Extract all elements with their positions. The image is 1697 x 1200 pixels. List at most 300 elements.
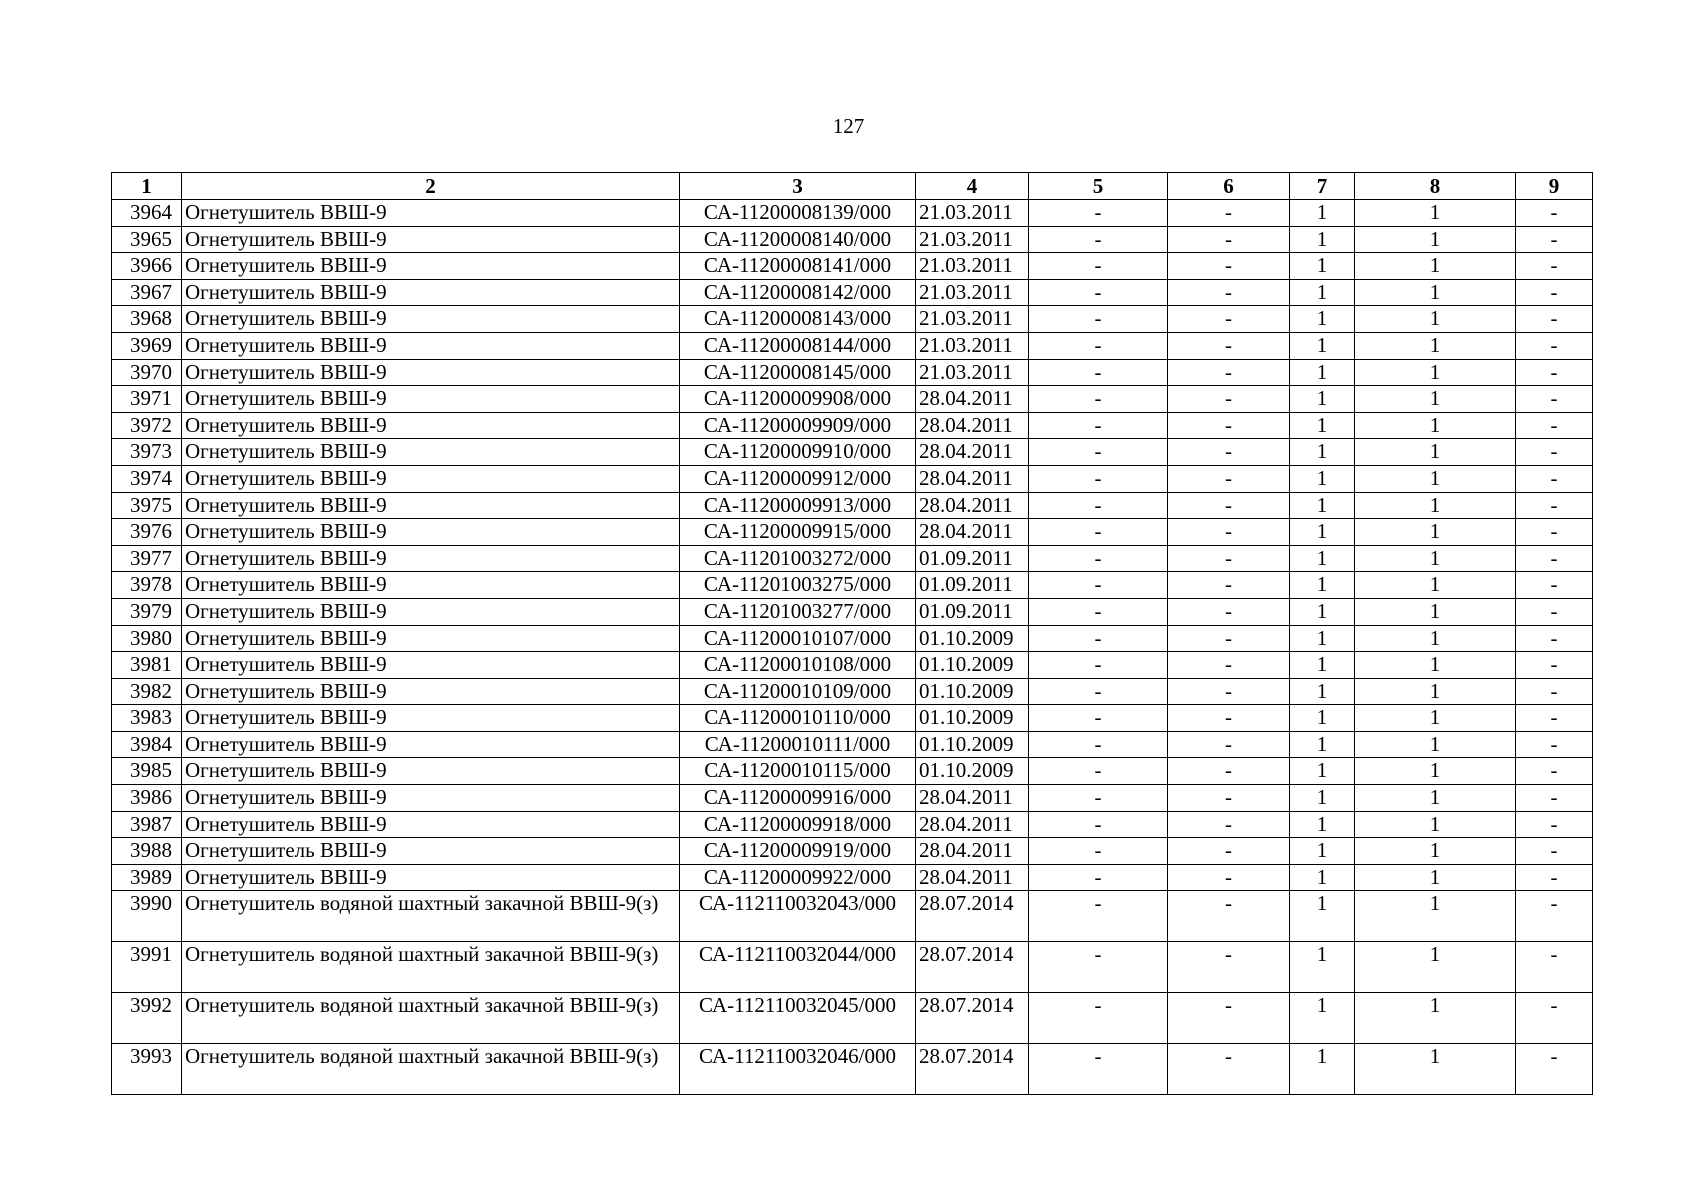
item-name-cell: Огнетушитель ВВШ-9	[182, 705, 680, 732]
col-5-value-cell: -	[1029, 279, 1168, 306]
item-name-cell: Огнетушитель ВВШ-9	[182, 279, 680, 306]
item-name-cell: Огнетушитель ВВШ-9	[182, 838, 680, 865]
col-7-value-cell: 1	[1290, 386, 1355, 413]
date-cell: 28.04.2011	[916, 519, 1029, 546]
col-5-value-cell: -	[1029, 993, 1168, 1044]
col-6-value-cell: -	[1168, 758, 1290, 785]
col-7-value-cell: 1	[1290, 226, 1355, 253]
column-header-5: 5	[1029, 173, 1168, 200]
inventory-code-cell: СА-11200010111/000	[680, 731, 916, 758]
col-9-value-cell: -	[1516, 838, 1593, 865]
inventory-code-cell: СА-11200008139/000	[680, 200, 916, 227]
row-number-cell: 3992	[112, 993, 182, 1044]
row-number-cell: 3980	[112, 625, 182, 652]
item-name-cell: Огнетушитель ВВШ-9	[182, 465, 680, 492]
col-6-value-cell: -	[1168, 386, 1290, 413]
row-number-cell: 3975	[112, 492, 182, 519]
col-7-value-cell: 1	[1290, 519, 1355, 546]
item-name-cell: Огнетушитель ВВШ-9	[182, 253, 680, 280]
inventory-code-cell: СА-112110032044/000	[680, 942, 916, 993]
col-5-value-cell: -	[1029, 785, 1168, 812]
col-5-value-cell: -	[1029, 200, 1168, 227]
date-cell: 01.09.2011	[916, 598, 1029, 625]
date-cell: 28.04.2011	[916, 811, 1029, 838]
col-6-value-cell: -	[1168, 492, 1290, 519]
col-5-value-cell: -	[1029, 545, 1168, 572]
col-6-value-cell: -	[1168, 359, 1290, 386]
row-number-cell: 3964	[112, 200, 182, 227]
col-6-value-cell: -	[1168, 226, 1290, 253]
col-8-value-cell: 1	[1355, 678, 1516, 705]
row-number-cell: 3973	[112, 439, 182, 466]
table-row	[112, 519, 1593, 546]
col-9-value-cell: -	[1516, 811, 1593, 838]
col-7-value-cell: 1	[1290, 279, 1355, 306]
row-number-cell: 3977	[112, 545, 182, 572]
page-number: 127	[832, 114, 865, 138]
date-cell: 28.04.2011	[916, 492, 1029, 519]
col-9-value-cell: -	[1516, 572, 1593, 599]
col-8-value-cell: 1	[1355, 705, 1516, 732]
col-9-value-cell: -	[1516, 412, 1593, 439]
table-row	[112, 253, 1593, 280]
item-name-cell: Огнетушитель ВВШ-9	[182, 226, 680, 253]
col-5-value-cell: -	[1029, 678, 1168, 705]
col-8-value-cell: 1	[1355, 811, 1516, 838]
col-7-value-cell: 1	[1290, 412, 1355, 439]
row-number-cell: 3987	[112, 811, 182, 838]
row-number-cell: 3993	[112, 1044, 182, 1095]
col-8-value-cell: 1	[1355, 891, 1516, 942]
col-6-value-cell: -	[1168, 785, 1290, 812]
col-7-value-cell: 1	[1290, 993, 1355, 1044]
date-cell: 01.09.2011	[916, 572, 1029, 599]
col-7-value-cell: 1	[1290, 1044, 1355, 1095]
col-9-value-cell: -	[1516, 386, 1593, 413]
inventory-code-cell: СА-11200009908/000	[680, 386, 916, 413]
item-name-cell: Огнетушитель ВВШ-9	[182, 864, 680, 891]
inventory-table	[111, 172, 1593, 1095]
item-name-cell: Огнетушитель водяной шахтный закачной ВВШ-9(з)	[182, 993, 680, 1044]
row-number-cell: 3970	[112, 359, 182, 386]
col-6-value-cell: -	[1168, 545, 1290, 572]
item-name-cell: Огнетушитель ВВШ-9	[182, 785, 680, 812]
row-number-cell: 3965	[112, 226, 182, 253]
item-name-cell: Огнетушитель водяной шахтный закачной ВВШ-9(з)	[182, 891, 680, 942]
table-row	[112, 306, 1593, 333]
col-5-value-cell: -	[1029, 758, 1168, 785]
col-7-value-cell: 1	[1290, 598, 1355, 625]
col-9-value-cell: -	[1516, 705, 1593, 732]
item-name-cell: Огнетушитель ВВШ-9	[182, 519, 680, 546]
inventory-code-cell: СА-11200009916/000	[680, 785, 916, 812]
date-cell: 21.03.2011	[916, 200, 1029, 227]
col-7-value-cell: 1	[1290, 785, 1355, 812]
col-8-value-cell: 1	[1355, 942, 1516, 993]
table-row	[112, 785, 1593, 812]
col-6-value-cell: -	[1168, 439, 1290, 466]
col-9-value-cell: -	[1516, 864, 1593, 891]
date-cell: 28.04.2011	[916, 386, 1029, 413]
inventory-code-cell: СА-11201003275/000	[680, 572, 916, 599]
col-7-value-cell: 1	[1290, 652, 1355, 679]
date-cell: 21.03.2011	[916, 253, 1029, 280]
col-9-value-cell: -	[1516, 678, 1593, 705]
col-8-value-cell: 1	[1355, 1044, 1516, 1095]
inventory-code-cell: СА-11200010107/000	[680, 625, 916, 652]
col-5-value-cell: -	[1029, 598, 1168, 625]
col-6-value-cell: -	[1168, 731, 1290, 758]
column-header-1: 1	[112, 173, 182, 200]
col-9-value-cell: -	[1516, 1044, 1593, 1095]
row-number-cell: 3972	[112, 412, 182, 439]
row-number-cell: 3969	[112, 332, 182, 359]
col-9-value-cell: -	[1516, 625, 1593, 652]
row-number-cell: 3967	[112, 279, 182, 306]
table-row	[112, 279, 1593, 306]
col-9-value-cell: -	[1516, 439, 1593, 466]
col-7-value-cell: 1	[1290, 200, 1355, 227]
row-number-cell: 3974	[112, 465, 182, 492]
col-5-value-cell: -	[1029, 864, 1168, 891]
row-number-cell: 3981	[112, 652, 182, 679]
col-5-value-cell: -	[1029, 465, 1168, 492]
col-7-value-cell: 1	[1290, 678, 1355, 705]
date-cell: 01.10.2009	[916, 652, 1029, 679]
col-5-value-cell: -	[1029, 492, 1168, 519]
item-name-cell: Огнетушитель ВВШ-9	[182, 545, 680, 572]
column-header-2: 2	[182, 173, 680, 200]
col-5-value-cell: -	[1029, 253, 1168, 280]
table-row	[112, 598, 1593, 625]
date-cell: 28.04.2011	[916, 439, 1029, 466]
row-number-cell: 3990	[112, 891, 182, 942]
col-9-value-cell: -	[1516, 785, 1593, 812]
row-number-cell: 3989	[112, 864, 182, 891]
item-name-cell: Огнетушитель водяной шахтный закачной ВВШ-9(з)	[182, 1044, 680, 1095]
col-7-value-cell: 1	[1290, 811, 1355, 838]
col-6-value-cell: -	[1168, 1044, 1290, 1095]
inventory-code-cell: СА-11200009909/000	[680, 412, 916, 439]
table-row	[112, 891, 1593, 942]
col-7-value-cell: 1	[1290, 572, 1355, 599]
col-6-value-cell: -	[1168, 519, 1290, 546]
item-name-cell: Огнетушитель ВВШ-9	[182, 625, 680, 652]
col-8-value-cell: 1	[1355, 332, 1516, 359]
col-8-value-cell: 1	[1355, 838, 1516, 865]
col-6-value-cell: -	[1168, 705, 1290, 732]
table-row	[112, 1044, 1593, 1095]
col-9-value-cell: -	[1516, 226, 1593, 253]
col-9-value-cell: -	[1516, 519, 1593, 546]
date-cell: 01.09.2011	[916, 545, 1029, 572]
col-9-value-cell: -	[1516, 253, 1593, 280]
table-row	[112, 332, 1593, 359]
item-name-cell: Огнетушитель ВВШ-9	[182, 200, 680, 227]
col-8-value-cell: 1	[1355, 625, 1516, 652]
column-header-9: 9	[1516, 173, 1593, 200]
col-6-value-cell: -	[1168, 678, 1290, 705]
col-8-value-cell: 1	[1355, 731, 1516, 758]
date-cell: 01.10.2009	[916, 678, 1029, 705]
col-8-value-cell: 1	[1355, 652, 1516, 679]
item-name-cell: Огнетушитель ВВШ-9	[182, 306, 680, 333]
col-6-value-cell: -	[1168, 412, 1290, 439]
inventory-code-cell: СА-11200010115/000	[680, 758, 916, 785]
date-cell: 01.10.2009	[916, 731, 1029, 758]
col-6-value-cell: -	[1168, 811, 1290, 838]
col-5-value-cell: -	[1029, 386, 1168, 413]
inventory-code-cell: СА-11200010109/000	[680, 678, 916, 705]
row-number-cell: 3986	[112, 785, 182, 812]
col-9-value-cell: -	[1516, 279, 1593, 306]
item-name-cell: Огнетушитель ВВШ-9	[182, 386, 680, 413]
item-name-cell: Огнетушитель ВВШ-9	[182, 412, 680, 439]
item-name-cell: Огнетушитель ВВШ-9	[182, 811, 680, 838]
inventory-code-cell: СА-112110032046/000	[680, 1044, 916, 1095]
col-8-value-cell: 1	[1355, 412, 1516, 439]
col-8-value-cell: 1	[1355, 492, 1516, 519]
col-9-value-cell: -	[1516, 332, 1593, 359]
table-row	[112, 545, 1593, 572]
col-7-value-cell: 1	[1290, 891, 1355, 942]
col-6-value-cell: -	[1168, 200, 1290, 227]
table-body	[112, 200, 1593, 1095]
table-row	[112, 572, 1593, 599]
col-6-value-cell: -	[1168, 993, 1290, 1044]
inventory-code-cell: СА-11200009912/000	[680, 465, 916, 492]
col-8-value-cell: 1	[1355, 572, 1516, 599]
col-5-value-cell: -	[1029, 942, 1168, 993]
item-name-cell: Огнетушитель ВВШ-9	[182, 439, 680, 466]
table-row	[112, 942, 1593, 993]
table-row	[112, 652, 1593, 679]
col-5-value-cell: -	[1029, 731, 1168, 758]
item-name-cell: Огнетушитель ВВШ-9	[182, 598, 680, 625]
date-cell: 01.10.2009	[916, 705, 1029, 732]
col-5-value-cell: -	[1029, 332, 1168, 359]
col-7-value-cell: 1	[1290, 864, 1355, 891]
col-8-value-cell: 1	[1355, 439, 1516, 466]
col-9-value-cell: -	[1516, 359, 1593, 386]
date-cell: 28.04.2011	[916, 838, 1029, 865]
col-8-value-cell: 1	[1355, 359, 1516, 386]
column-header-6: 6	[1168, 173, 1290, 200]
col-8-value-cell: 1	[1355, 598, 1516, 625]
row-number-cell: 3968	[112, 306, 182, 333]
col-9-value-cell: -	[1516, 942, 1593, 993]
table-row	[112, 678, 1593, 705]
col-6-value-cell: -	[1168, 838, 1290, 865]
col-7-value-cell: 1	[1290, 758, 1355, 785]
col-9-value-cell: -	[1516, 492, 1593, 519]
inventory-code-cell: СА-11200008142/000	[680, 279, 916, 306]
col-7-value-cell: 1	[1290, 625, 1355, 652]
date-cell: 28.04.2011	[916, 412, 1029, 439]
inventory-code-cell: СА-11200009910/000	[680, 439, 916, 466]
table-row	[112, 811, 1593, 838]
col-9-value-cell: -	[1516, 652, 1593, 679]
col-6-value-cell: -	[1168, 652, 1290, 679]
row-number-cell: 3971	[112, 386, 182, 413]
date-cell: 01.10.2009	[916, 625, 1029, 652]
col-5-value-cell: -	[1029, 412, 1168, 439]
item-name-cell: Огнетушитель ВВШ-9	[182, 731, 680, 758]
row-number-cell: 3976	[112, 519, 182, 546]
table-row	[112, 625, 1593, 652]
inventory-code-cell: СА-11200010110/000	[680, 705, 916, 732]
table-row	[112, 731, 1593, 758]
col-5-value-cell: -	[1029, 891, 1168, 942]
col-8-value-cell: 1	[1355, 253, 1516, 280]
column-header-7: 7	[1290, 173, 1355, 200]
inventory-code-cell: СА-11201003277/000	[680, 598, 916, 625]
col-7-value-cell: 1	[1290, 838, 1355, 865]
col-5-value-cell: -	[1029, 226, 1168, 253]
item-name-cell: Огнетушитель ВВШ-9	[182, 492, 680, 519]
col-7-value-cell: 1	[1290, 465, 1355, 492]
item-name-cell: Огнетушитель водяной шахтный закачной ВВШ-9(з)	[182, 942, 680, 993]
row-number-cell: 3988	[112, 838, 182, 865]
table-header-row	[112, 173, 1593, 200]
col-7-value-cell: 1	[1290, 705, 1355, 732]
item-name-cell: Огнетушитель ВВШ-9	[182, 678, 680, 705]
col-8-value-cell: 1	[1355, 993, 1516, 1044]
table-row	[112, 200, 1593, 227]
col-9-value-cell: -	[1516, 306, 1593, 333]
inventory-code-cell: СА-11200009922/000	[680, 864, 916, 891]
col-7-value-cell: 1	[1290, 332, 1355, 359]
col-6-value-cell: -	[1168, 465, 1290, 492]
col-6-value-cell: -	[1168, 625, 1290, 652]
col-5-value-cell: -	[1029, 519, 1168, 546]
col-6-value-cell: -	[1168, 891, 1290, 942]
inventory-code-cell: СА-11200009915/000	[680, 519, 916, 546]
table-row	[112, 838, 1593, 865]
col-6-value-cell: -	[1168, 864, 1290, 891]
col-7-value-cell: 1	[1290, 306, 1355, 333]
col-6-value-cell: -	[1168, 598, 1290, 625]
item-name-cell: Огнетушитель ВВШ-9	[182, 332, 680, 359]
col-9-value-cell: -	[1516, 731, 1593, 758]
item-name-cell: Огнетушитель ВВШ-9	[182, 652, 680, 679]
col-9-value-cell: -	[1516, 465, 1593, 492]
col-8-value-cell: 1	[1355, 386, 1516, 413]
date-cell: 21.03.2011	[916, 332, 1029, 359]
table-row	[112, 492, 1593, 519]
col-5-value-cell: -	[1029, 359, 1168, 386]
inventory-code-cell: СА-112110032045/000	[680, 993, 916, 1044]
table-row	[112, 864, 1593, 891]
col-8-value-cell: 1	[1355, 519, 1516, 546]
col-6-value-cell: -	[1168, 306, 1290, 333]
col-5-value-cell: -	[1029, 306, 1168, 333]
column-header-3: 3	[680, 173, 916, 200]
col-8-value-cell: 1	[1355, 200, 1516, 227]
col-9-value-cell: -	[1516, 200, 1593, 227]
col-9-value-cell: -	[1516, 993, 1593, 1044]
row-number-cell: 3979	[112, 598, 182, 625]
row-number-cell: 3983	[112, 705, 182, 732]
item-name-cell: Огнетушитель ВВШ-9	[182, 572, 680, 599]
date-cell: 28.04.2011	[916, 465, 1029, 492]
inventory-code-cell: СА-11200008143/000	[680, 306, 916, 333]
col-5-value-cell: -	[1029, 572, 1168, 599]
inventory-code-cell: СА-11200008144/000	[680, 332, 916, 359]
col-8-value-cell: 1	[1355, 226, 1516, 253]
inventory-code-cell: СА-11200008141/000	[680, 253, 916, 280]
row-number-cell: 3978	[112, 572, 182, 599]
date-cell: 28.04.2011	[916, 785, 1029, 812]
col-5-value-cell: -	[1029, 439, 1168, 466]
col-7-value-cell: 1	[1290, 942, 1355, 993]
col-7-value-cell: 1	[1290, 439, 1355, 466]
col-5-value-cell: -	[1029, 705, 1168, 732]
item-name-cell: Огнетушитель ВВШ-9	[182, 758, 680, 785]
col-7-value-cell: 1	[1290, 731, 1355, 758]
col-5-value-cell: -	[1029, 1044, 1168, 1095]
col-6-value-cell: -	[1168, 332, 1290, 359]
col-7-value-cell: 1	[1290, 253, 1355, 280]
date-cell: 28.07.2014	[916, 891, 1029, 942]
inventory-code-cell: СА-11200009913/000	[680, 492, 916, 519]
col-7-value-cell: 1	[1290, 545, 1355, 572]
row-number-cell: 3984	[112, 731, 182, 758]
date-cell: 28.07.2014	[916, 1044, 1029, 1095]
col-6-value-cell: -	[1168, 572, 1290, 599]
col-5-value-cell: -	[1029, 652, 1168, 679]
row-number-cell: 3982	[112, 678, 182, 705]
col-9-value-cell: -	[1516, 545, 1593, 572]
date-cell: 01.10.2009	[916, 758, 1029, 785]
inventory-code-cell: СА-11201003272/000	[680, 545, 916, 572]
column-header-4: 4	[916, 173, 1029, 200]
col-9-value-cell: -	[1516, 891, 1593, 942]
col-8-value-cell: 1	[1355, 545, 1516, 572]
date-cell: 28.04.2011	[916, 864, 1029, 891]
table-row	[112, 758, 1593, 785]
row-number-cell: 3991	[112, 942, 182, 993]
inventory-code-cell: СА-11200009919/000	[680, 838, 916, 865]
col-8-value-cell: 1	[1355, 465, 1516, 492]
col-8-value-cell: 1	[1355, 306, 1516, 333]
date-cell: 21.03.2011	[916, 226, 1029, 253]
table-row	[112, 359, 1593, 386]
table-row	[112, 386, 1593, 413]
col-9-value-cell: -	[1516, 598, 1593, 625]
inventory-code-cell: СА-11200010108/000	[680, 652, 916, 679]
inventory-code-cell: СА-11200008140/000	[680, 226, 916, 253]
item-name-cell: Огнетушитель ВВШ-9	[182, 359, 680, 386]
col-8-value-cell: 1	[1355, 279, 1516, 306]
col-7-value-cell: 1	[1290, 359, 1355, 386]
date-cell: 21.03.2011	[916, 279, 1029, 306]
date-cell: 28.07.2014	[916, 993, 1029, 1044]
inventory-code-cell: СА-112110032043/000	[680, 891, 916, 942]
row-number-cell: 3966	[112, 253, 182, 280]
table-row	[112, 226, 1593, 253]
col-5-value-cell: -	[1029, 811, 1168, 838]
col-6-value-cell: -	[1168, 253, 1290, 280]
col-6-value-cell: -	[1168, 279, 1290, 306]
inventory-code-cell: СА-11200009918/000	[680, 811, 916, 838]
date-cell: 21.03.2011	[916, 359, 1029, 386]
col-8-value-cell: 1	[1355, 864, 1516, 891]
col-8-value-cell: 1	[1355, 758, 1516, 785]
table-row	[112, 465, 1593, 492]
col-8-value-cell: 1	[1355, 785, 1516, 812]
col-6-value-cell: -	[1168, 942, 1290, 993]
